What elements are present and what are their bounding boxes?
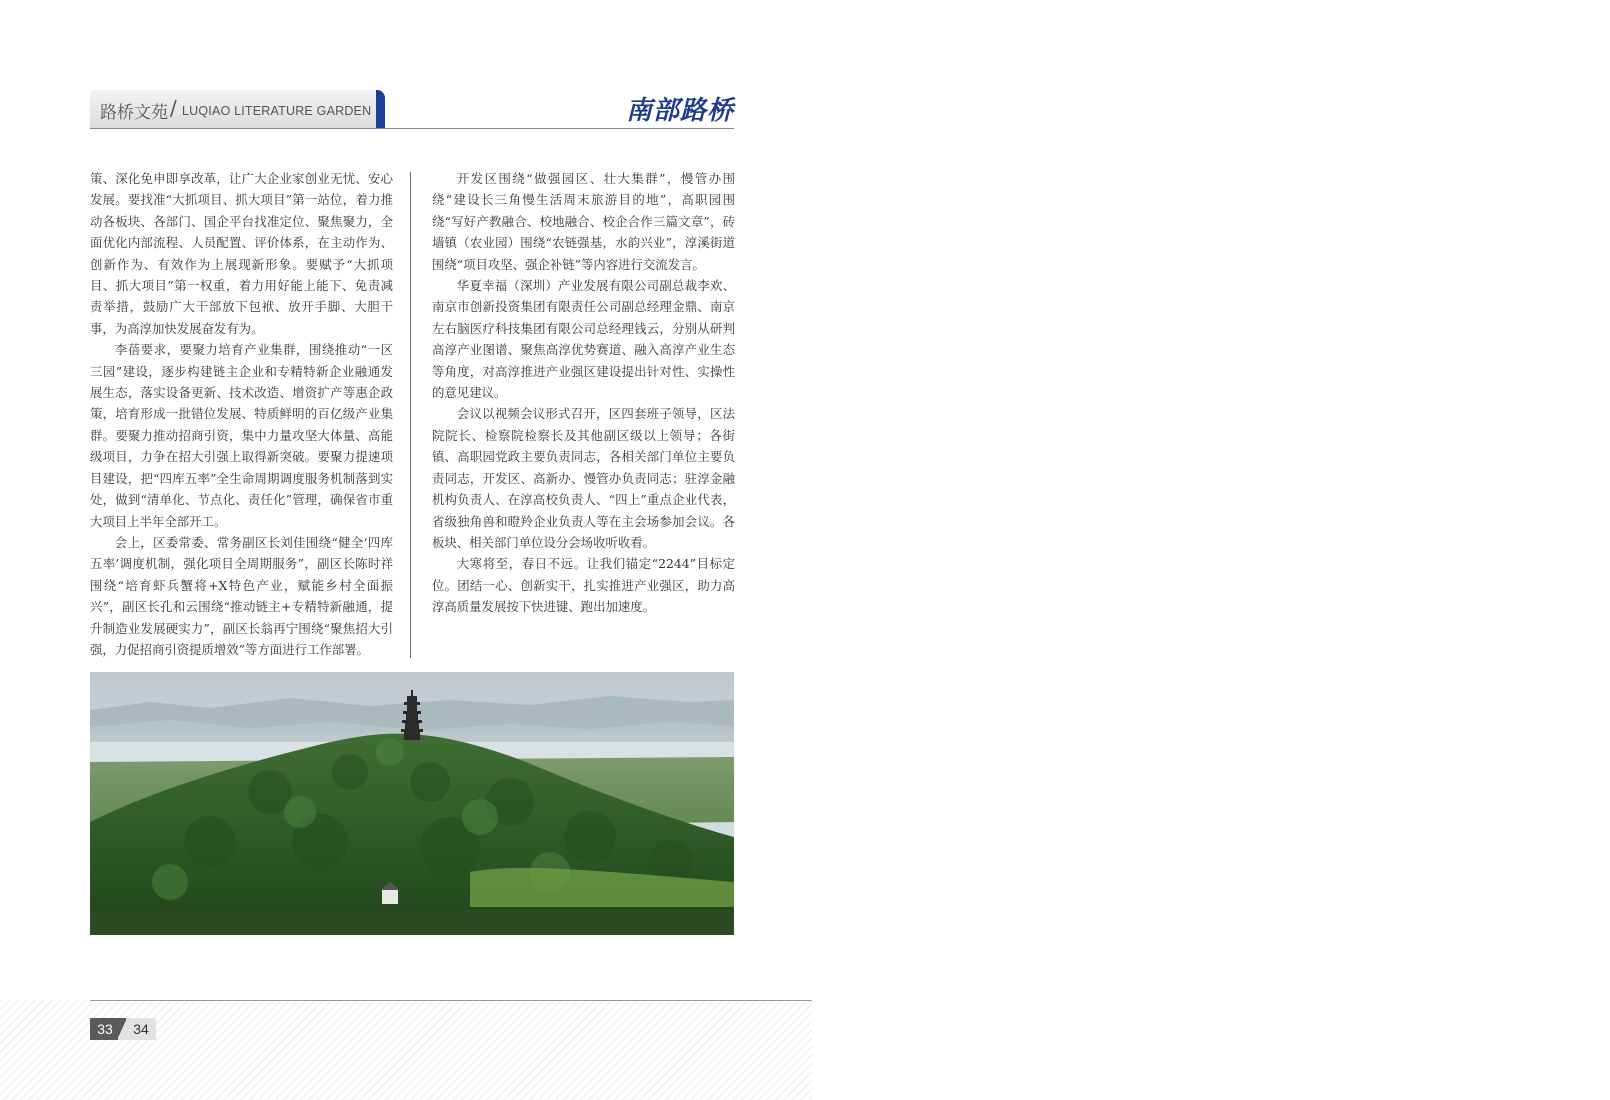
pagoda-hill-illustration [90, 672, 734, 935]
paragraph: 策、深化免申即享改革，让广大企业家创业无忧、安心发展。要找准“大抓项目、抓大项目”第一站位，着力推动各板块、各部门、国企平台找准定位、聚焦聚力，全面优化内部流程、人员配置、评价体系，在主动作为、创新作为、有效作为上展现新形象。要赋予“大抓项目、抓大项目”第一权重，着力用好能上能下、免责减责举措，鼓励广大干部放下包袱、放开手脚、大胆干事，为高淳加快发展奋发有为。 [90, 171, 393, 336]
article-right-column [432, 168, 735, 618]
paragraph: 大寒将至，春日不远。让我们锚定“2244”目标定位。团结一心、创新实干，扎实推进产业强区，助力高淳高质量发展按下快进键、跑出加速度。 [432, 556, 735, 615]
article-left-column [90, 168, 393, 660]
paragraph: 会议以视频会议形式召开，区四套班子领导，区法院院长、检察院检察长及其他副区级以上领导；各街镇、高职园党政主要负责同志，各相关部门单位主要负责同志，开发区、高新办、慢管办负责同志；驻淳金融机构负责人、在淳高校负责人、“四上”重点企业代表，省级独角兽和瞪羚企业负责人等在主会场参加会议。各板块、相关部门单位设分会场收听收看。 [432, 406, 735, 550]
footer-pattern [0, 1000, 812, 1100]
magazine-brand-logo: 南部路桥 [625, 96, 734, 126]
section-slash: / [170, 96, 177, 120]
section-title: 路桥文苑 [100, 103, 168, 123]
paragraph: 华夏幸福（深圳）产业发展有限公司副总裁李欢、南京市创新投资集团有限责任公司副总经理金鼎、南京左右脑医疗科技集团有限公司总经理钱云，分别从研判高淳产业图谱、聚焦高淳优势赛道、融入高淳产业生态等角度，对高淳推进产业强区建设提出针对性、实操性的意见建议。 [432, 278, 735, 401]
section-english-title: LUQIAO LITERATURE GARDEN [182, 104, 372, 118]
section-tab [90, 90, 376, 128]
paragraph: 会上，区委常委、常务副区长刘佳围绕“健全‘四库五率’调度机制，强化项目全周期服务”，副区长陈时祥围绕“培育虾兵蟹将+X特色产业，赋能乡村全面振兴”，副区长孔和云围绕“推动链主+专精特新融通，提升制造业发展硬实力”，副区长翁再宁围绕“聚焦招大引强，力促招商引资提质增效”等方面进行工作部署。 [90, 534, 393, 657]
paragraph: 开发区围绕“做强园区、壮大集群”，慢管办围绕“建设长三角慢生活周末旅游目的地”，高职园围绕“写好产教融合、校地融合、校企合作三篇文章”，砖墙镇（农业园）围绕“农链强基，水韵兴业”，淳溪街道围绕“项目攻坚、强企补链”等内容进行交流发言。 [432, 171, 735, 272]
footer-rule [90, 1000, 812, 1001]
landscape-photo [90, 672, 734, 935]
page-number-separator [118, 1018, 126, 1040]
page-number-right: 34 [126, 1018, 156, 1040]
page-header [90, 90, 734, 129]
paragraph: 李蓓要求，要聚力培育产业集群，围绕推动“一区三园”建设，逐步构建链主企业和专精特新企业融通发展生态，落实设备更新、技术改造、增资扩产等惠企政策，培育形成一批错位发展、特质鲜明的百亿级产业集群。要聚力推动招商引资，集中力量攻坚大体量、高能级项目，力争在招大引强上取得新突破。要聚力提速项目建设，把“四库五率”全生命周期调度服务机制落到实处，做到“清单化、节点化、责任化”管理，确保省市重大项目上半年全部开工。 [90, 342, 393, 529]
section-tab-accent [376, 90, 385, 128]
column-divider [410, 172, 411, 658]
page-number-left: 33 [90, 1018, 120, 1040]
